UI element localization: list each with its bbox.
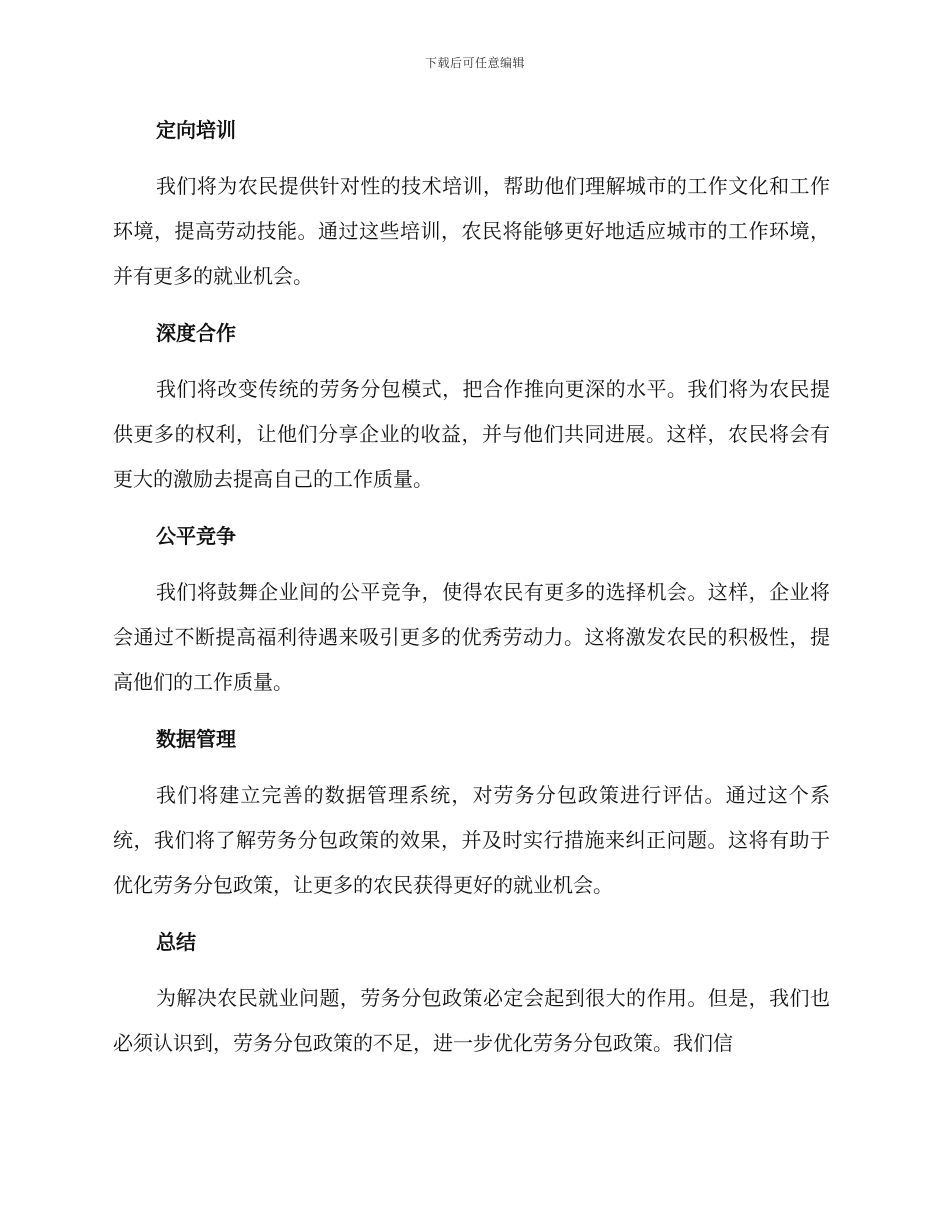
section-paragraph-data-management: 我们将建立完善的数据管理系统，对劳务分包政策进行评估。通过这个系统，我们将了解劳务分包政策的效果，并及时实行措施来纠正问题。这将有助于优化劳务分包政策，让更多的农民获得更好的就业机会。 [113, 783, 830, 897]
section-paragraph-summary: 为解决农民就业问题，劳务分包政策必定会起到很大的作用。但是，我们也必须认识到，劳务分包政策的不足，进一步优化劳务分包政策。我们信 [113, 986, 830, 1055]
section-heading-deep-cooperation: 深度合作 [156, 321, 236, 345]
section-heading-summary: 总结 [156, 930, 196, 954]
section-heading-fair-competition: 公平竞争 [156, 524, 236, 548]
page-header: 下载后可任意编辑 [424, 56, 525, 70]
section-paragraph-directed-training: 我们将为农民提供针对性的技术培训，帮助他们理解城市的工作文化和工作环境，提高劳动技能。通过这些培训，农民将能够更好地适应城市的工作环境，并有更多的就业机会。 [113, 174, 830, 288]
document-body [113, 108, 830, 1078]
section-paragraph-deep-cooperation: 我们将改变传统的劳务分包模式，把合作推向更深的水平。我们将为农民提供更多的权利，让他们分享企业的收益，并与他们共同进展。这样，农民将会有更大的激励去提高自己的工作质量。 [113, 377, 830, 491]
section-heading-data-management: 数据管理 [156, 727, 236, 751]
section-heading-directed-training: 定向培训 [156, 118, 236, 142]
section-paragraph-fair-competition: 我们将鼓舞企业间的公平竞争，使得农民有更多的选择机会。这样，企业将会通过不断提高福利待遇来吸引更多的优秀劳动力。这将激发农民的积极性，提高他们的工作质量。 [113, 580, 830, 694]
